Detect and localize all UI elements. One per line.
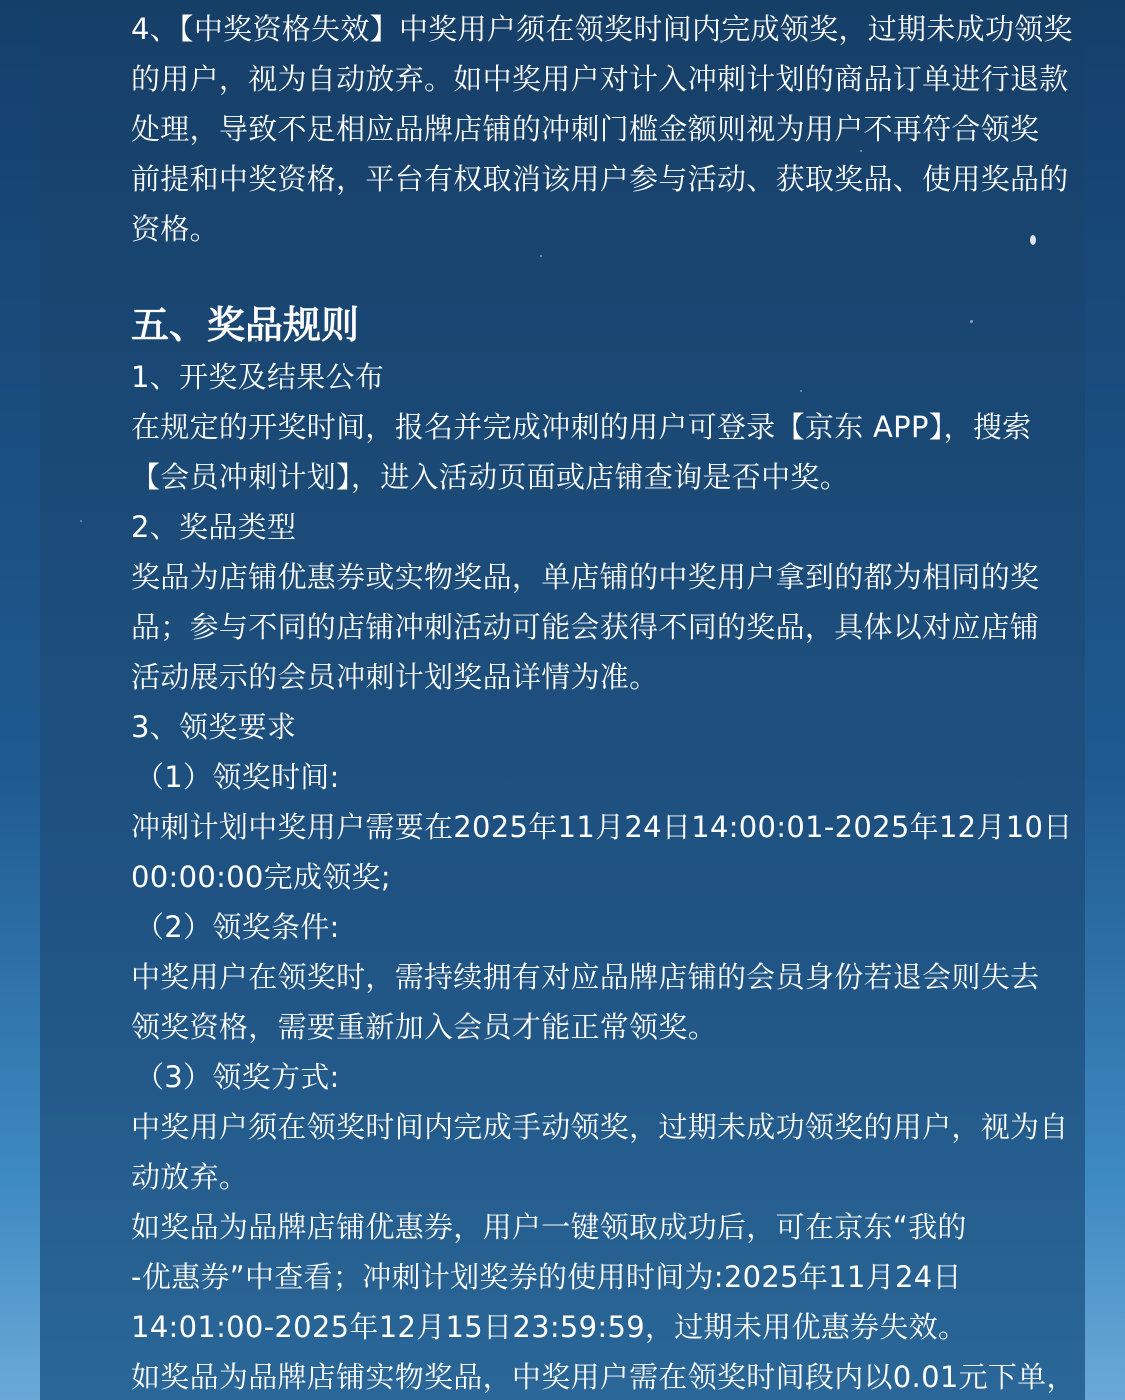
- rules-content: [131, 4, 1076, 1400]
- section-5-title: 五、奖品规则: [131, 303, 360, 347]
- rule-item-4: [131, 4, 1076, 254]
- claim-time-line: 冲刺计划中奖用户需要在2025年11月24日14:00:01-2025年12月10日: [131, 810, 1073, 844]
- rule-item-4-line: 前提和中奖资格，平台有权取消该用户参与活动、获取奖品、使用奖品的: [131, 162, 1069, 196]
- prize-type-line: 活动展示的会员冲刺计划奖品详情为准。: [131, 660, 659, 694]
- prize-type-line: 奖品为店铺优惠券或实物奖品，单店铺的中奖用户拿到的都为相同的奖: [131, 560, 1040, 594]
- right-margin-backdrop: [1085, 0, 1125, 1400]
- claim-method-line: 14:01:00-2025年12月15日23:59:59，过期未用优惠券失效。: [131, 1310, 968, 1344]
- rule-item-4-line: 资格。: [131, 212, 219, 246]
- claim-method-line: 中奖用户须在领奖时间内完成手动领奖，过期未成功领奖的用户，视为自: [131, 1110, 1069, 1144]
- claim-method-heading: （3）领奖方式:: [135, 1060, 340, 1094]
- claim-condition-line: 领奖资格，需要重新加入会员才能正常领奖。: [131, 1010, 718, 1044]
- lottery-heading: 1、开奖及结果公布: [131, 360, 385, 394]
- claim-time-line: 00:00:00完成领奖;: [131, 860, 391, 894]
- claim-condition-heading: （2）领奖条件:: [135, 910, 340, 944]
- rule-item-4-line: 的用户，视为自动放弃。如中奖用户对计入冲刺计划的商品订单进行退款: [131, 62, 1069, 96]
- claim-condition-line: 中奖用户在领奖时，需持续拥有对应品牌店铺的会员身份若退会则失去: [131, 960, 1040, 994]
- claim-time-heading: （1）领奖时间:: [135, 760, 340, 794]
- rule-item-4-line: 处理，导致不足相应品牌店铺的冲刺门槛金额则视为用户不再符合领奖: [131, 112, 1040, 146]
- claim-method-line: 动放弃。: [131, 1160, 249, 1194]
- claim-method-line: -优惠券”中查看；冲刺计划奖券的使用时间为:2025年11月24日: [131, 1260, 962, 1294]
- lottery-line: 在规定的开奖时间，报名并完成冲刺的用户可登录【京东 APP】，搜索: [131, 410, 1032, 444]
- prize-type-heading: 2、奖品类型: [131, 510, 297, 544]
- claim-method-line: 如奖品为品牌店铺实物奖品，中奖用户需在领奖时间段内以0.01元下单，: [131, 1360, 1076, 1394]
- lottery-line: 【会员冲刺计划】，进入活动页面或店铺查询是否中奖。: [131, 460, 850, 494]
- left-margin-backdrop: [0, 0, 40, 1400]
- prize-type-line: 品；参与不同的店铺冲刺活动可能会获得不同的奖品，具体以对应店铺: [131, 610, 1040, 644]
- claim-method-line: 如奖品为品牌店铺优惠券，用户一键领取成功后，可在京东“我的: [131, 1210, 967, 1244]
- star-decoration: [80, 520, 82, 522]
- rule-item-4-line: 4、【中奖资格失效】中奖用户须在领奖时间内完成领奖，过期未成功领奖: [131, 12, 1073, 46]
- claim-heading: 3、领奖要求: [131, 710, 297, 744]
- rules-panel: [40, 0, 1085, 1400]
